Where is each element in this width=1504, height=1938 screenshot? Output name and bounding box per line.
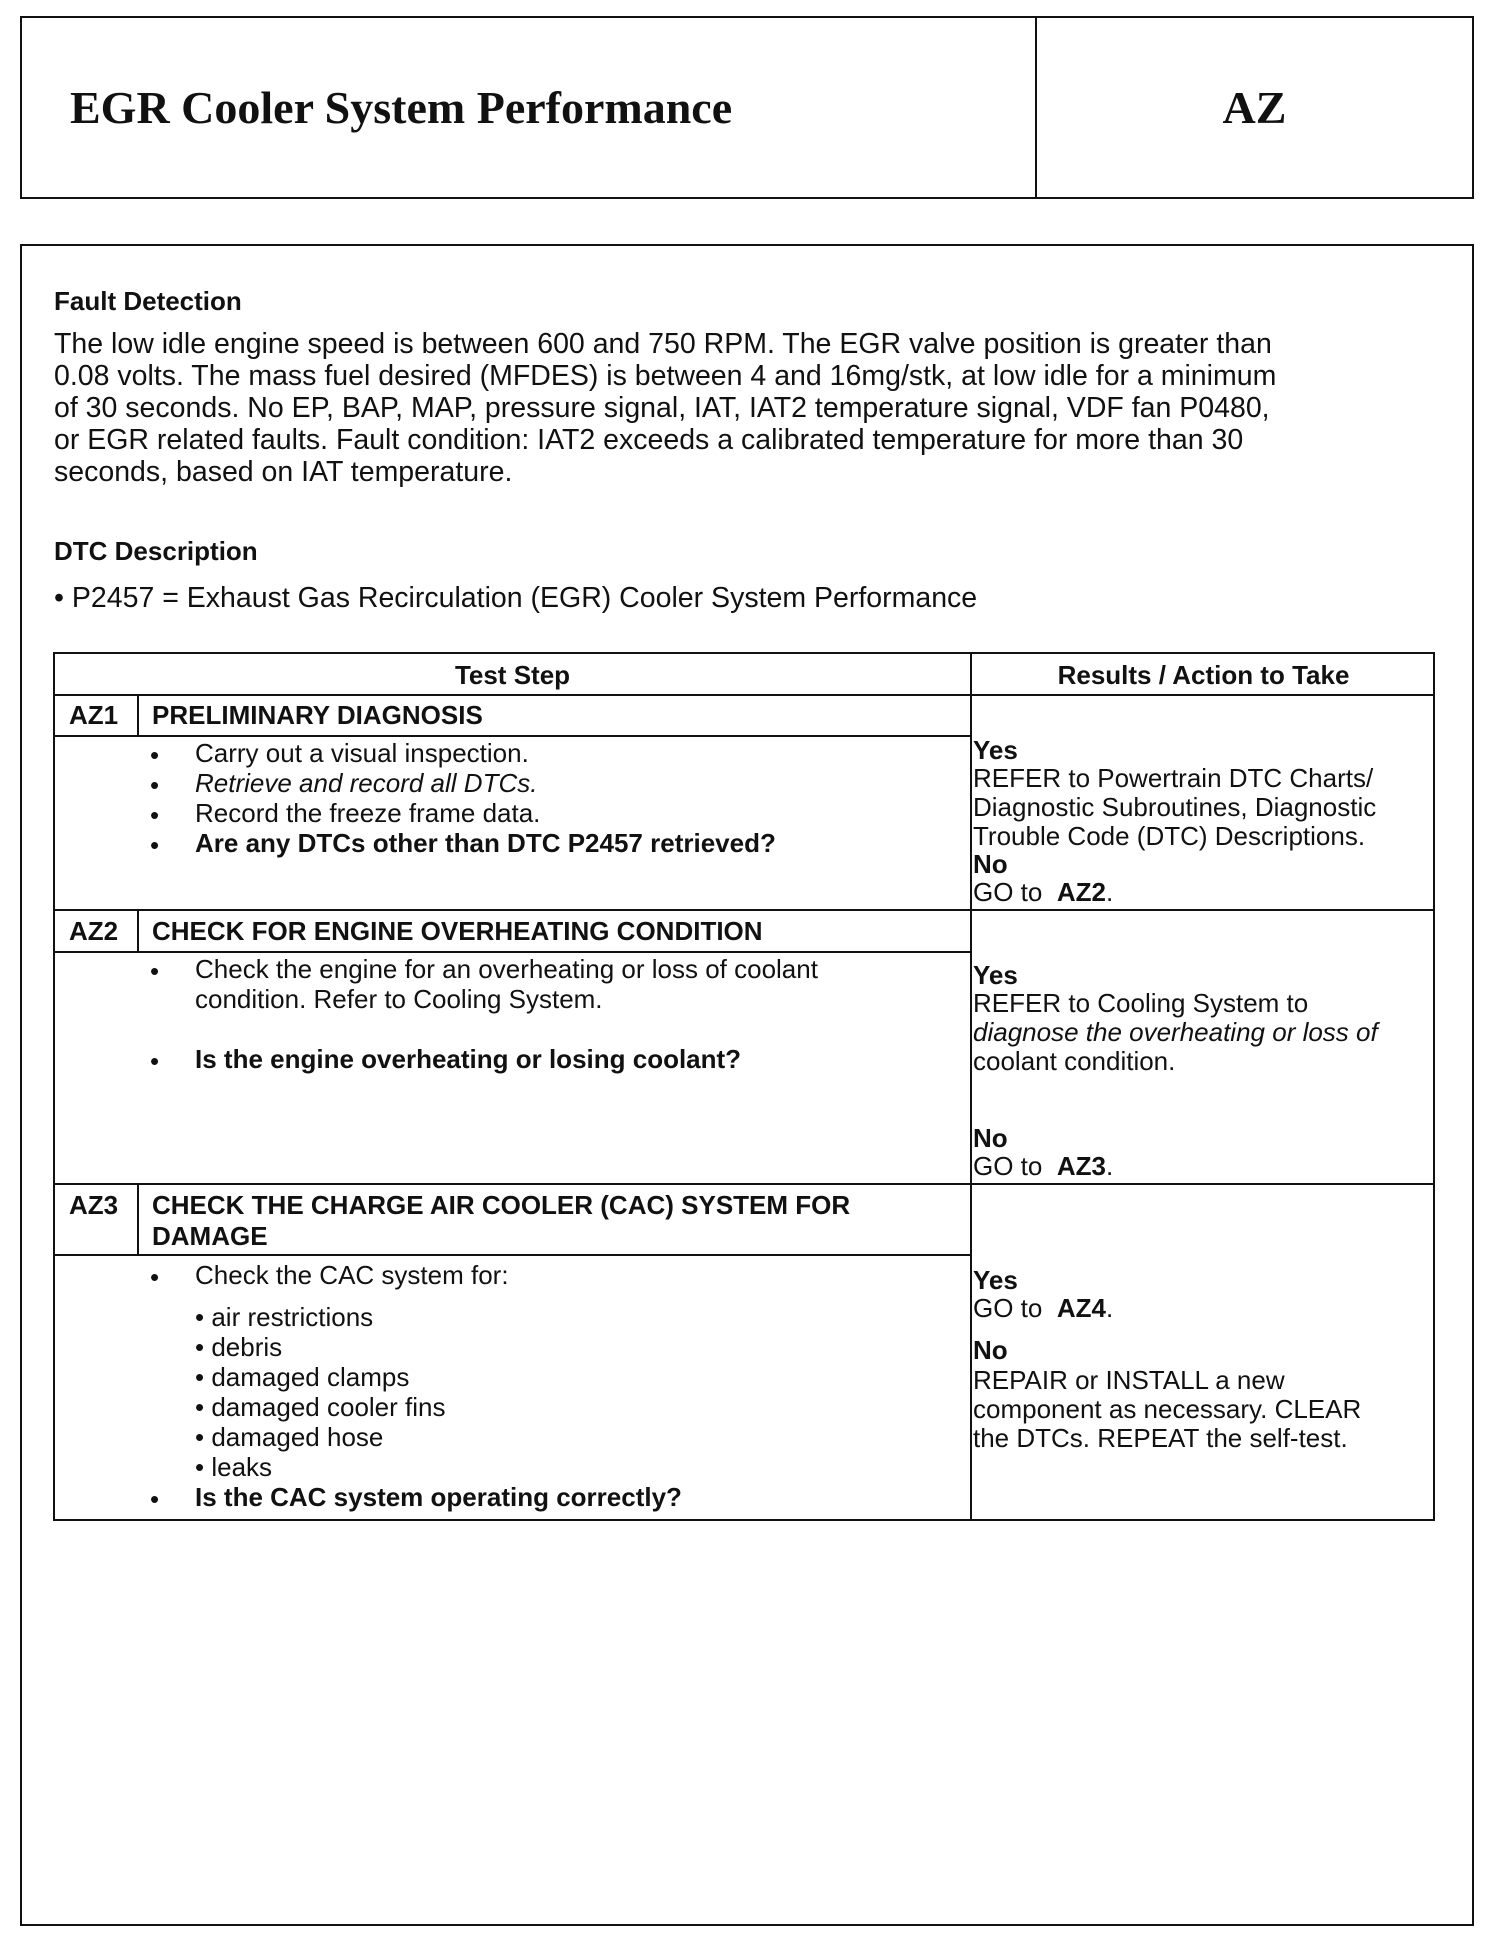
section-code: AZ bbox=[1035, 18, 1472, 197]
bullet: • bbox=[150, 956, 160, 986]
no-label: No bbox=[973, 1123, 1008, 1153]
step-title-line bbox=[55, 951, 970, 953]
step-item: Carry out a visual inspection. bbox=[195, 738, 529, 768]
no-action-prefix: GO to bbox=[973, 877, 1043, 907]
yes-action-suffix: . bbox=[1105, 1293, 1114, 1323]
sub-list-item: • damaged clamps bbox=[195, 1362, 410, 1392]
no-action-target: AZ3 bbox=[1056, 1151, 1106, 1181]
step-divider bbox=[55, 909, 1435, 911]
yes-action-line: coolant condition. bbox=[973, 1046, 1176, 1076]
yes-action bbox=[973, 1294, 1433, 1323]
fault-detection-line: 0.08 volts. The mass fuel desired (MFDES) is between 4 and 16mg/stk, at low idle for a minimum bbox=[54, 360, 1277, 392]
sub-list bbox=[195, 1302, 445, 1482]
fault-detection-text bbox=[54, 328, 1454, 488]
step-id: AZ1 bbox=[69, 700, 119, 730]
no-label: No bbox=[973, 849, 1008, 879]
dtc-description-heading: DTC Description bbox=[54, 536, 258, 566]
id-divider bbox=[137, 694, 139, 735]
no-action-prefix: GO to bbox=[973, 1151, 1043, 1181]
sub-list-item: • debris bbox=[195, 1332, 283, 1362]
sub-list-item: • damaged cooler fins bbox=[195, 1392, 446, 1422]
header-row-line bbox=[55, 694, 1435, 696]
step-item: Retrieve and record all DTCs. bbox=[195, 768, 538, 798]
yes-action-line: REFER to Powertrain DTC Charts/ bbox=[973, 763, 1374, 793]
id-divider bbox=[137, 909, 139, 951]
dtc-description-item: • P2457 = Exhaust Gas Recirculation (EGR) Cooler System Performance bbox=[54, 582, 978, 614]
no-label: No bbox=[973, 1335, 1008, 1365]
no-action-line: REPAIR or INSTALL a new bbox=[973, 1365, 1285, 1395]
step-title-line bbox=[55, 1254, 970, 1256]
step-id: AZ3 bbox=[69, 1190, 119, 1220]
column-divider bbox=[970, 654, 972, 1521]
fault-detection-line: seconds, based on IAT temperature. bbox=[54, 456, 513, 488]
sub-list-item: • damaged hose bbox=[195, 1422, 384, 1452]
fault-detection-line: The low idle engine speed is between 600 and 750 RPM. The EGR valve position is greater than bbox=[54, 328, 1272, 360]
step-item: condition. Refer to Cooling System. bbox=[195, 984, 603, 1014]
no-action bbox=[973, 1152, 1433, 1181]
id-divider bbox=[137, 1183, 139, 1254]
no-action bbox=[973, 878, 1433, 907]
sub-list-item: • air restrictions bbox=[195, 1302, 374, 1332]
fault-detection-heading: Fault Detection bbox=[54, 286, 242, 316]
col-test-step: Test Step bbox=[454, 660, 571, 690]
yes-label: Yes bbox=[973, 1265, 1018, 1295]
step-title: CHECK THE CHARGE AIR COOLER (CAC) SYSTEM FOR DAMAGE bbox=[152, 1190, 851, 1251]
step-item: Check the engine for an overheating or loss of coolant bbox=[195, 954, 818, 984]
no-action-suffix: . bbox=[1105, 1151, 1114, 1181]
bullet: • bbox=[150, 740, 160, 770]
yes-action-prefix: GO to bbox=[973, 1293, 1043, 1323]
yes-action-line: Diagnostic Subroutines, Diagnostic bbox=[973, 792, 1377, 822]
yes-label: Yes bbox=[973, 960, 1018, 990]
bullet: • bbox=[150, 1484, 160, 1514]
header-box bbox=[20, 16, 1474, 199]
step-question: Is the engine overheating or losing coolant? bbox=[195, 1044, 742, 1074]
yes-action-line: diagnose the overheating or loss of bbox=[973, 1017, 1378, 1047]
step-title-line bbox=[55, 735, 970, 737]
no-action-line: component as necessary. CLEAR bbox=[973, 1394, 1362, 1424]
col-results: Results / Action to Take bbox=[1057, 660, 1350, 690]
step-divider bbox=[55, 1183, 1435, 1185]
fault-detection-line: of 30 seconds. No EP, BAP, MAP, pressure signal, IAT, IAT2 temperature signal, VDF fan P0480, bbox=[54, 392, 1270, 424]
yes-action bbox=[973, 764, 1433, 851]
step-title: CHECK FOR ENGINE OVERHEATING CONDITION bbox=[152, 916, 763, 946]
sub-list-item: • leaks bbox=[195, 1452, 273, 1482]
content-box bbox=[20, 244, 1474, 1926]
fault-detection-line: or EGR related faults. Fault condition: IAT2 exceeds a calibrated temperature for more than 30 bbox=[54, 424, 1244, 456]
yes-label: Yes bbox=[973, 735, 1018, 765]
no-action-suffix: . bbox=[1105, 877, 1114, 907]
step-item: Check the CAC system for: bbox=[195, 1260, 509, 1290]
no-action-target: AZ2 bbox=[1056, 877, 1106, 907]
yes-action bbox=[973, 989, 1433, 1076]
step-item: Record the freeze frame data. bbox=[195, 798, 541, 828]
step-question: Is the CAC system operating correctly? bbox=[195, 1482, 682, 1512]
bullet: • bbox=[150, 1262, 160, 1292]
no-action bbox=[973, 1366, 1433, 1453]
page-title: EGR Cooler System Performance bbox=[70, 82, 733, 133]
yes-action-line: REFER to Cooling System to bbox=[973, 988, 1309, 1018]
step-question: Are any DTCs other than DTC P2457 retrieved? bbox=[195, 828, 776, 858]
test-step-table bbox=[53, 652, 1435, 1521]
yes-action-target: AZ4 bbox=[1056, 1293, 1106, 1323]
yes-action-line: Trouble Code (DTC) Descriptions. bbox=[973, 821, 1366, 851]
no-action-line: the DTCs. REPEAT the self-test. bbox=[973, 1423, 1348, 1453]
step-title: PRELIMINARY DIAGNOSIS bbox=[152, 700, 483, 730]
bullet: • bbox=[150, 830, 160, 860]
step-id: AZ2 bbox=[69, 916, 119, 946]
bullet: • bbox=[150, 800, 160, 830]
bullet: • bbox=[150, 770, 160, 800]
bullet: • bbox=[150, 1046, 160, 1076]
